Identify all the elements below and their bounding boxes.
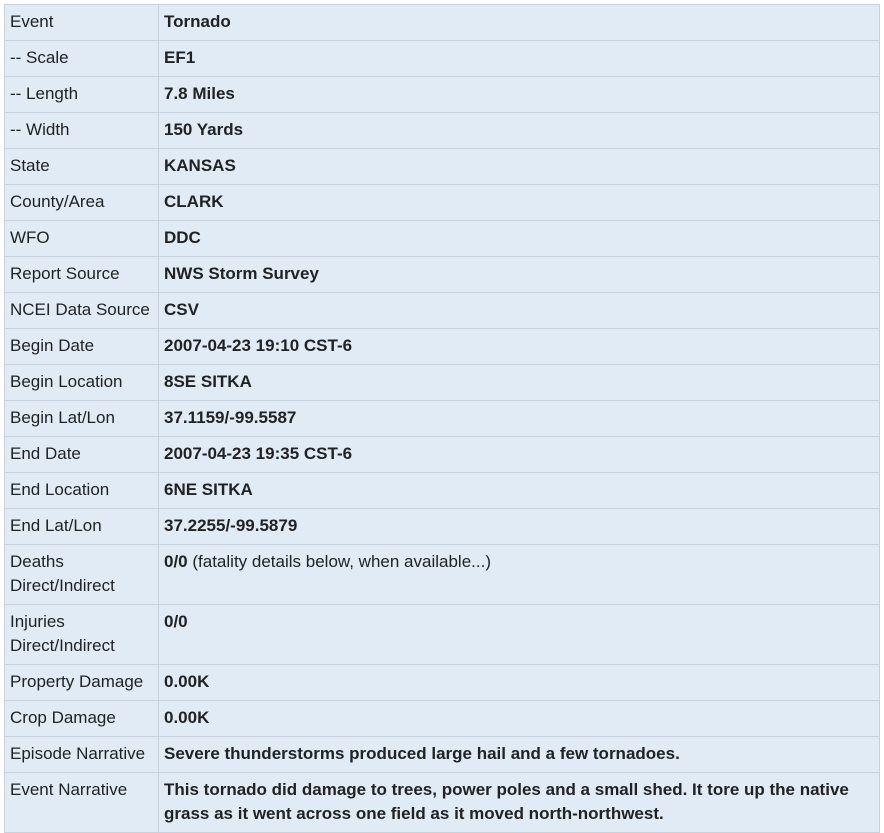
table-row-end-lat-lon <box>5 509 880 545</box>
table-row-begin-location <box>5 365 880 401</box>
row-label: Begin Location <box>5 365 159 401</box>
table-row-begin-lat-lon <box>5 401 880 437</box>
row-label: WFO <box>5 221 159 257</box>
row-label: End Location <box>5 473 159 509</box>
row-value: 0.00K <box>159 701 880 737</box>
table-row-scale <box>5 41 880 77</box>
table-row-property-damage <box>5 665 880 701</box>
row-value: CLARK <box>159 185 880 221</box>
row-label: Crop Damage <box>5 701 159 737</box>
row-label: End Lat/Lon <box>5 509 159 545</box>
table-row-state <box>5 149 880 185</box>
row-label: -- Length <box>5 77 159 113</box>
table-row-wfo <box>5 221 880 257</box>
table-row-length <box>5 77 880 113</box>
table-row-end-location <box>5 473 880 509</box>
row-value: 37.2255/-99.5879 <box>159 509 880 545</box>
row-value <box>159 545 880 605</box>
row-value: This tornado did damage to trees, power poles and a small shed. It tore up the native grass as it went across one field as it moved north-northwest. <box>159 773 880 833</box>
row-label: Event Narrative <box>5 773 159 833</box>
row-value: 6NE SITKA <box>159 473 880 509</box>
event-details-table <box>4 4 880 833</box>
row-value: 8SE SITKA <box>159 365 880 401</box>
row-label: NCEI Data Source <box>5 293 159 329</box>
table-row-report-source <box>5 257 880 293</box>
row-value: 150 Yards <box>159 113 880 149</box>
row-value: NWS Storm Survey <box>159 257 880 293</box>
table-row-episode-narrative <box>5 737 880 773</box>
row-value: Severe thunderstorms produced large hail and a few tornadoes. <box>159 737 880 773</box>
row-value: 0.00K <box>159 665 880 701</box>
table-row-county-area <box>5 185 880 221</box>
table-row-event <box>5 5 880 41</box>
row-label: Episode Narrative <box>5 737 159 773</box>
table-row-deaths <box>5 545 880 605</box>
row-label: State <box>5 149 159 185</box>
table-row-begin-date <box>5 329 880 365</box>
fatality-details-note: (fatality details below, when available...) <box>192 552 491 571</box>
row-value: 2007-04-23 19:10 CST-6 <box>159 329 880 365</box>
table-row-ncei-data-source <box>5 293 880 329</box>
row-label: Deaths Direct/Indirect <box>5 545 159 605</box>
table-row-event-narrative <box>5 773 880 833</box>
row-value: 37.1159/-99.5587 <box>159 401 880 437</box>
row-label: Begin Lat/Lon <box>5 401 159 437</box>
row-label: Property Damage <box>5 665 159 701</box>
row-label: Begin Date <box>5 329 159 365</box>
table-row-crop-damage <box>5 701 880 737</box>
row-value: EF1 <box>159 41 880 77</box>
row-value: 7.8 Miles <box>159 77 880 113</box>
row-value: 2007-04-23 19:35 CST-6 <box>159 437 880 473</box>
row-label: End Date <box>5 437 159 473</box>
row-label: Report Source <box>5 257 159 293</box>
table-row-width <box>5 113 880 149</box>
row-label: County/Area <box>5 185 159 221</box>
row-value: 0/0 <box>159 605 880 665</box>
row-value: DDC <box>159 221 880 257</box>
table-row-injuries <box>5 605 880 665</box>
row-label: -- Width <box>5 113 159 149</box>
deaths-value: 0/0 <box>164 552 188 571</box>
row-value: Tornado <box>159 5 880 41</box>
row-label: Event <box>5 5 159 41</box>
row-value: KANSAS <box>159 149 880 185</box>
table-row-end-date <box>5 437 880 473</box>
row-label: Injuries Direct/Indirect <box>5 605 159 665</box>
row-value: CSV <box>159 293 880 329</box>
row-label: -- Scale <box>5 41 159 77</box>
